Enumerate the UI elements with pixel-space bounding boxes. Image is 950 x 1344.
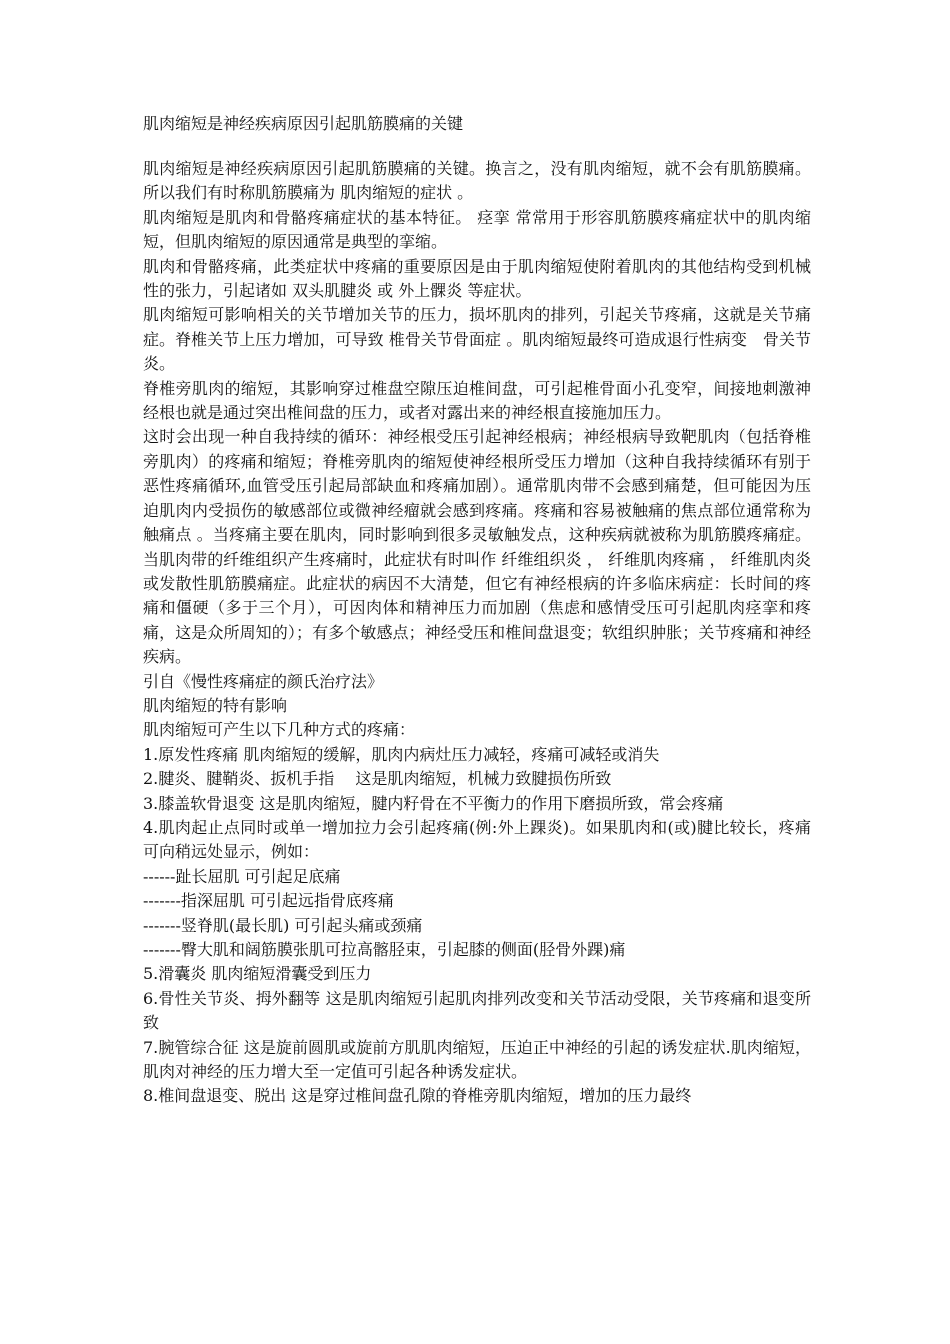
list-item-3: 3.膝盖软骨退变 这是肌肉缩短，腱内籽骨在不平衡力的作用下磨损所致，常会疼痛 — [143, 793, 724, 813]
document-title: 肌肉缩短是神经疾病原因引起肌筋膜痛的关键 — [143, 114, 464, 133]
document-body — [143, 157, 811, 1109]
list-item-2: 2.腱炎、腱鞘炎、扳机手指 这是肌肉缩短，机械力致腱损伤所致 — [143, 769, 612, 789]
section-heading: 肌肉缩短的特有影响 — [143, 695, 288, 715]
document-page — [143, 112, 811, 1109]
list-intro: 肌肉缩短可产生以下几种方式的疼痛： — [143, 720, 416, 740]
sub-item-4: -------臀大肌和阔筋膜张肌可拉高髂胫束，引起膝的侧面(胫骨外踝)痛 — [143, 940, 626, 959]
sub-item-2: -------指深屈肌 可引起远指骨底疼痛 — [143, 891, 394, 911]
citation-line: 引自《慢性疼痛症的颜氏治疗法》 — [143, 671, 384, 691]
paragraph-2: 肌肉缩短是肌肉和骨骼疼痛症状的基本特征。 痉挛 常常用于形容肌筋膜疼痛症状中的肌肉缩短，但肌肉缩短的原因通常是典型的挛缩。 — [143, 207, 811, 252]
list-item-4: 4.肌肉起止点同时或单一增加拉力会引起疼痛(例:外上踝炎)。如果肌肉和(或)腱比较长，疼痛可向稍远处显示，例如： — [143, 817, 811, 862]
paragraph-1: 肌肉缩短是神经疾病原因引起肌筋膜痛的关键。换言之，没有肌肉缩短，就不会有肌筋膜痛。所以我们有时称肌筋膜痛为 肌肉缩短的症状 。 — [143, 159, 811, 203]
sub-item-3: -------竖脊肌(最长肌) 可引起头痛或颈痛 — [143, 915, 423, 935]
list-item-6: 6.骨性关节炎、拇外翻等 这是肌肉缩短引起肌肉排列改变和关节活动受限，关节疼痛和退变所致 — [143, 988, 811, 1033]
list-item-8: 8.椎间盘退变、脱出 这是穿过椎间盘孔隙的脊椎旁肌肉缩短，增加的压力最终 — [143, 1086, 692, 1106]
paragraph-4: 肌肉缩短可影响相关的关节增加关节的压力，损坏肌肉的排列，引起关节疼痛，这就是关节痛症。脊椎关节上压力增加，可导致 椎骨关节骨面症 。肌肉缩短最终可造成退行性病变 骨关节炎。 — [143, 305, 811, 374]
paragraph-6: 这时会出现一种自我持续的循环：神经根受压引起神经根病；神经根病导致靶肌肉（包括脊椎旁肌肉）的疼痛和缩短；脊椎旁肌肉的缩短使神经根所受压力增加（这种自我持续循环有别于恶性疼痛循环,血管受压引起局部缺血和疼痛加剧）。通常肌肉带不会感到痛楚，但可能因为压迫肌肉内受损伤的敏感部位或微神经瘤就会感到疼痛。疼痛和容易被触痛的焦点部位通常称为 触痛点 。当疼痛主要在肌肉，同时影响到很多灵敏触发点，这种疾病就被称为肌筋膜疼痛症。当肌肉带的纤维组织产生疼痛时，此症状有时叫作 纤维组织炎 ， 纤维肌肉疼痛 ， 纤维肌肉炎 或发散性肌筋膜痛症。此症状的病因不大清楚，但它有神经根病的许多临床病症：长时间的疼痛和僵硬（多于三个月），可因肉体和精神压力而加剧（焦虑和感情受压可引起肌肉痉挛和疼痛，这是众所周知的）；有多个敏感点；神经受压和椎间盘退变；软组织肿胀；关节疼痛和神经疾病。 — [143, 427, 811, 667]
paragraph-5: 脊椎旁肌肉的缩短，其影响穿过椎盘空隙压迫椎间盘，可引起椎骨面小孔变窄，间接地刺激神经根也就是通过突出椎间盘的压力，或者对露出来的神经根直接施加压力。 — [143, 378, 811, 423]
list-item-1: 1.原发性疼痛 肌肉缩短的缓解，肌肉内病灶压力减轻，疼痛可减轻或消失 — [143, 744, 660, 764]
list-item-5: 5.滑囊炎 肌肉缩短滑囊受到压力 — [143, 964, 372, 984]
sub-item-1: ------趾长屈肌 可引起足底痛 — [143, 866, 341, 886]
paragraph-3: 肌肉和骨骼疼痛，此类症状中疼痛的重要原因是由于肌肉缩短使附着肌肉的其他结构受到机械性的张力，引起诸如 双头肌腱炎 或 外上髁炎 等症状。 — [143, 256, 811, 301]
list-item-7: 7.腕管综合征 这是旋前圆肌或旋前方肌肌肉缩短，压迫正中神经的引起的诱发症状.肌肉缩短，肌肉对神经的压力增大至一定值可引起各种诱发症状。 — [143, 1037, 811, 1082]
